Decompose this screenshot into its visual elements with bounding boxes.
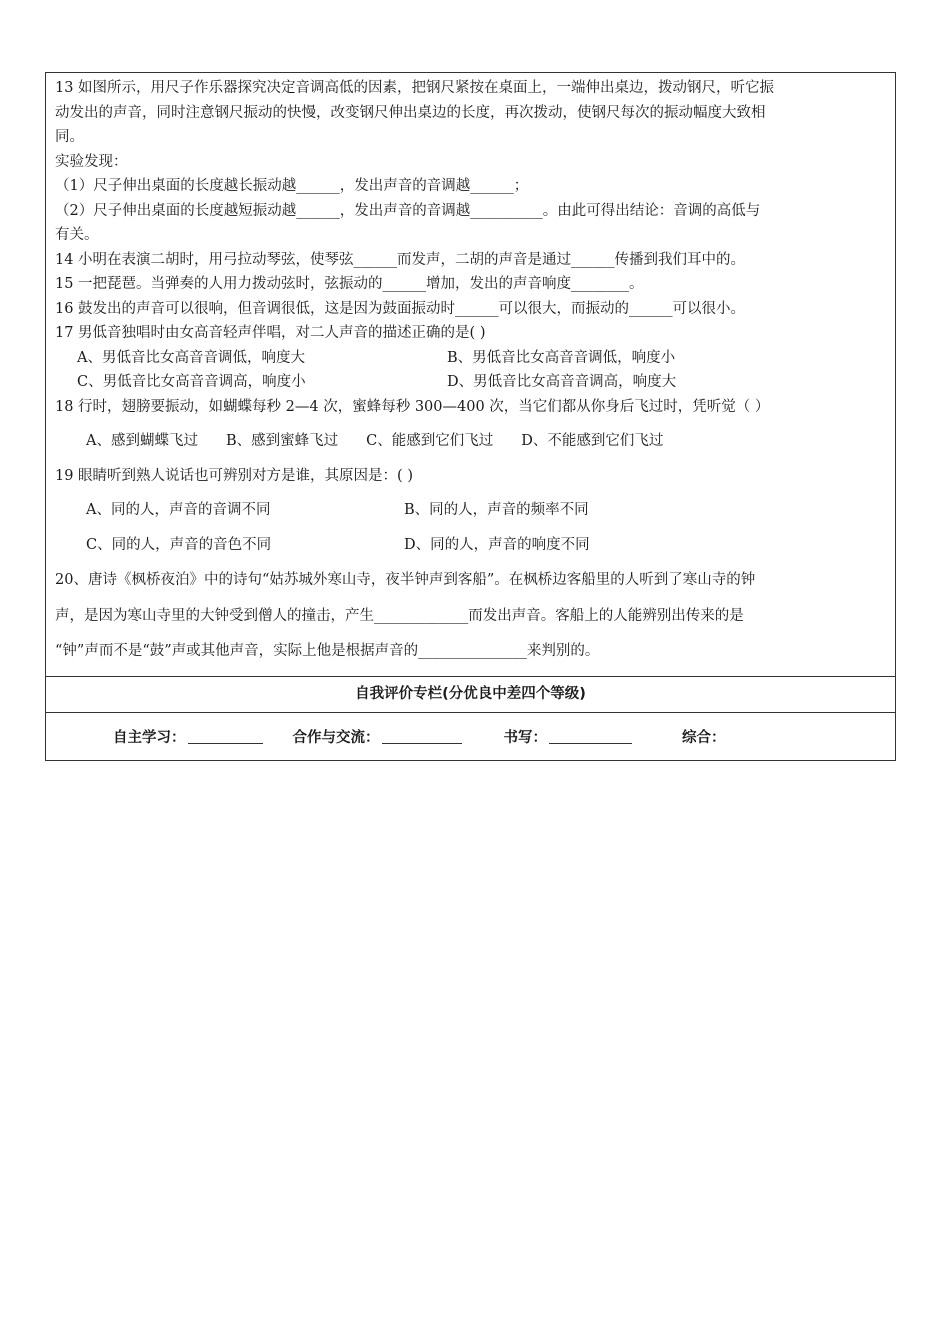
q17-option-c: C、男低音比女高音音调高，响度小 [77,374,306,390]
q19-option-c: C、同的人，声音的音色不同 [86,536,272,553]
writing-label: 书写： [503,729,547,746]
questions-cell [46,73,895,676]
cooperation-label: 合作与交流： [292,729,380,746]
evaluation-row [46,712,895,760]
q13-item1: （1）尺子伸出桌面的长度越长振动越______，发出声音的音调越______； [55,178,529,194]
q17-stem: 17 男低音独唱时由女高音轻声伴唱，对二人声音的描述正确的是( ) [55,325,486,341]
q19-option-b: B、同的人，声音的频率不同 [404,502,589,518]
q17-options-row2 [55,370,887,395]
q16: 16 鼓发出的声音可以很响，但音调很低，这是因为鼓面振动时______可以很大，而振动的______可以很小。 [55,300,746,317]
q19-option-a: A、同的人，声音的音调不同 [86,502,271,518]
self-study-field [113,726,293,747]
overall-field [682,726,726,747]
q18-options [55,429,887,454]
q17-option-b: B、男低音比女高音音调低，响度小 [447,349,676,366]
q18-option-a: A、感到蝴蝶飞过 [86,433,198,449]
q13-finding-label: 实验发现： [55,153,128,170]
q17-option-a: A、男低音比女高音音调低，响度大 [77,349,305,366]
self-study-blank[interactable] [188,729,263,744]
q19-options-row1 [55,498,887,523]
q18-option-d: D、不能感到它们飞过 [521,433,664,449]
q13-item2-line1: （2）尺子伸出桌面的长度越短振动越______，发出声音的音调越__________。由此可得出结论：音调的高低与 [55,202,761,219]
overall-label: 综合： [682,729,726,746]
worksheet-table [45,72,896,761]
q13-line3: 同。 [55,129,84,145]
q19-options-row2 [55,533,887,558]
q19-option-d: D、同的人，声音的响度不同 [404,536,590,553]
q20-line3: “钟”声而不是“鼓”声或其他声音，实际上他是根据声音的_______________来判别的。 [55,643,600,659]
q17-option-d: D、男低音比女高音音调高，响度大 [447,374,677,390]
q20-line1: 20、唐诗《枫桥夜泊》中的诗句“姑苏城外寒山寺，夜半钟声到客船”。在枫桥边客船里的人听到了寒山寺的钟 [55,572,756,588]
q18-option-b: B、感到蜜蜂飞过 [225,433,339,449]
q13-line2: 动发出的声音，同时注意钢尺振动的快慢，改变钢尺伸出桌边的长度，再次拨动，使钢尺每次的振动幅度大致相 [55,104,766,121]
evaluation-title: 自我评价专栏(分优良中差四个等级) [46,676,895,712]
cooperation-field [293,726,504,747]
q13-item2-line2: 有关。 [55,227,99,243]
q19-stem: 19 眼睛听到熟人说话也可辨别对方是谁，其原因是：( ) [55,467,413,484]
self-study-label: 自主学习： [113,729,186,746]
writing-field [504,726,683,747]
q13-line1: 13 如图所示，用尺子作乐器探究决定音调高低的因素，把钢尺紧按在桌面上，一端伸出桌边，拨动钢尺，听它振 [55,80,775,96]
q20-line2: 声，是因为寒山寺里的大钟受到僧人的撞击，产生_____________而发出声音。客船上的人能辨别出传来的是 [55,607,744,624]
writing-blank[interactable] [549,729,632,744]
q18-option-c: C、能感到它们飞过 [366,433,494,449]
q17-options-row1 [55,346,887,371]
cooperation-blank[interactable] [382,729,462,744]
q14: 14 小明在表演二胡时，用弓拉动琴弦，使琴弦______而发声，二胡的声音是通过______传播到我们耳中的。 [55,251,746,268]
q18-stem: 18 行时，翅膀要振动，如蝴蝶每秒 2—4 次，蜜蜂每秒 300—400 次，当它们都从你身后飞过时，凭听觉（ ） [55,398,770,415]
q15: 15 一把琵琶。当弹奏的人用力拨动弦时，弦振动的______增加，发出的声音响度________。 [55,276,644,292]
